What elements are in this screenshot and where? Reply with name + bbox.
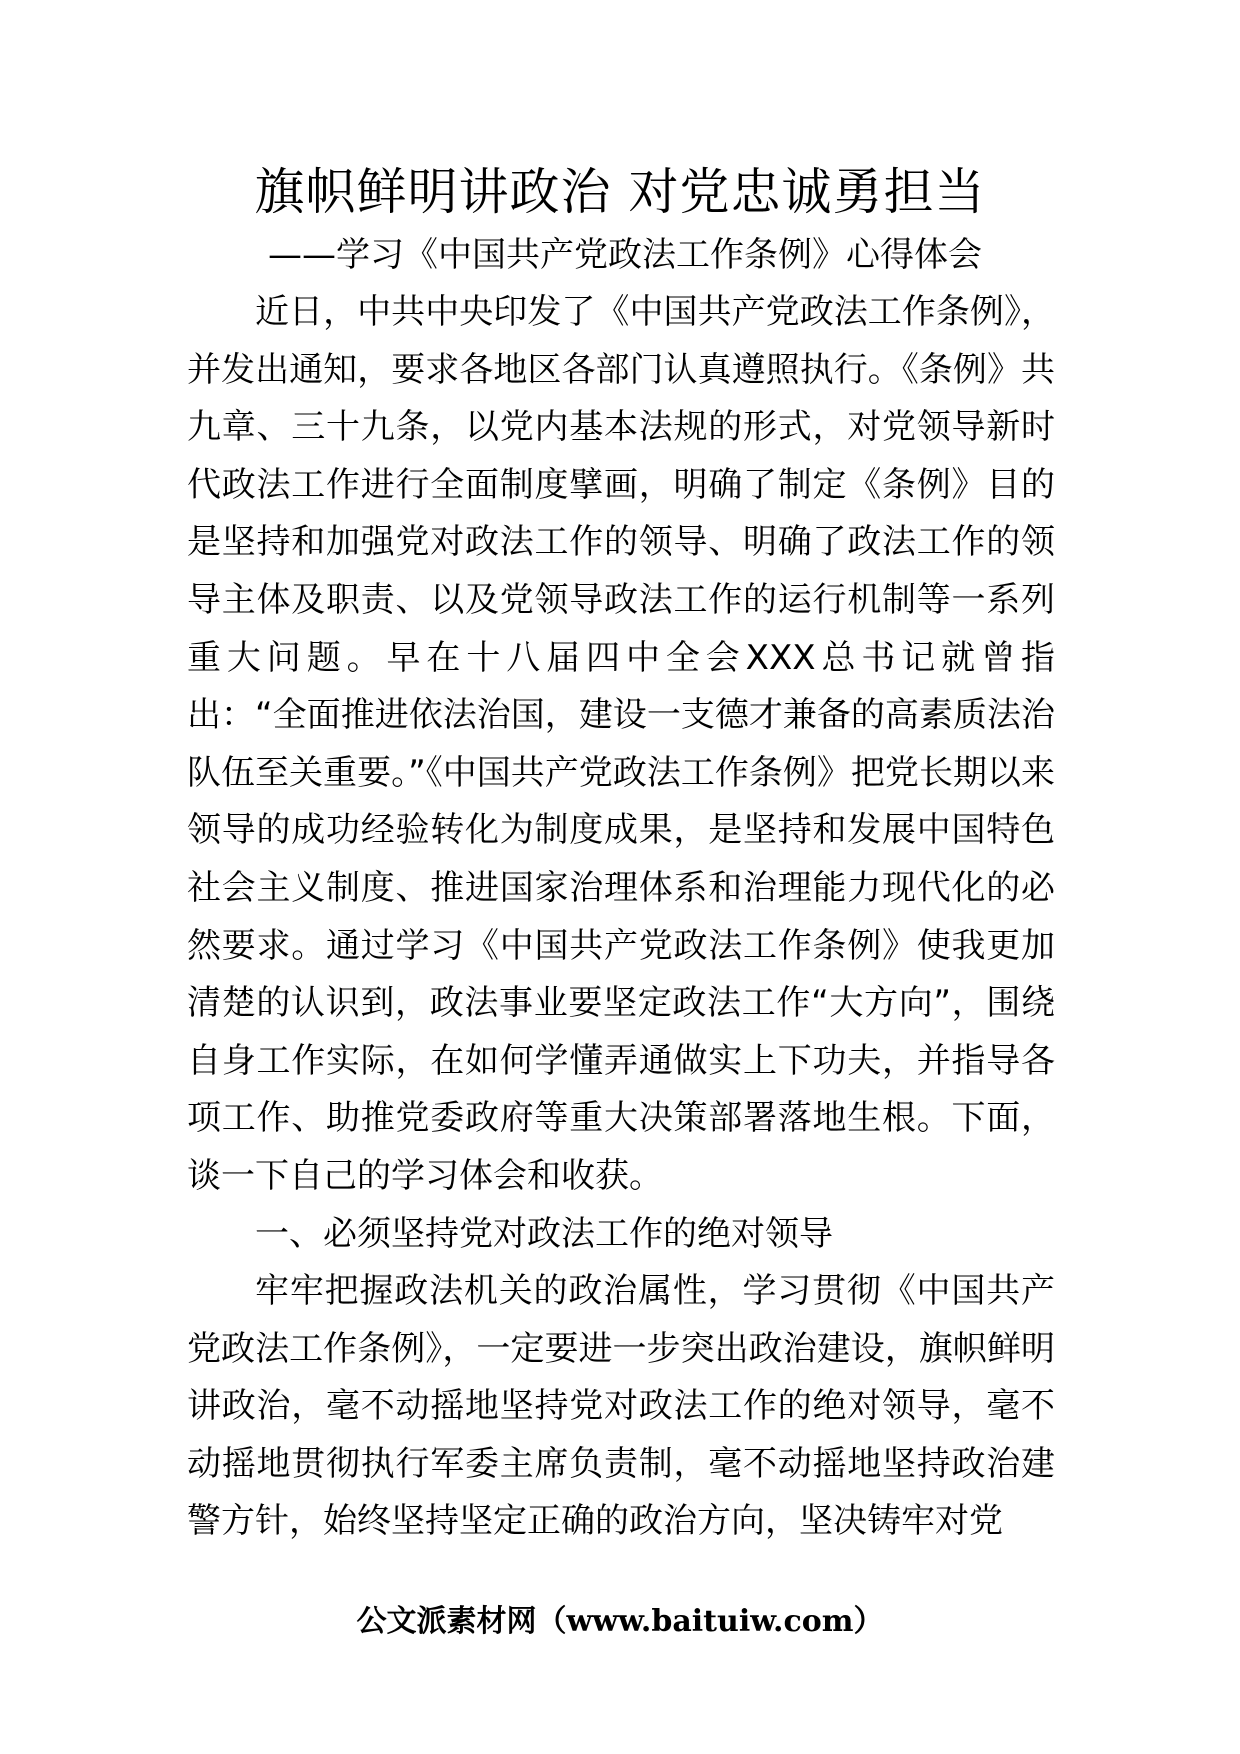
paragraph-section-1: 牢牢把握政法机关的政治属性，学习贯彻《中国共产党政法工作条例》，一定要进一步突出政治建设，旗帜鲜明讲政治，毫不动摇地坚持党对政法工作的绝对领导，毫不动摇地贯彻执行军委主席负责制，毫不动摇地坚持政治建警方针，始终坚持坚定正确的政治方向，坚决铸牢对党 xyxy=(187,1271,1055,1542)
section-heading-1: 一、必须坚持党对政法工作的绝对领导 xyxy=(255,1213,833,1254)
document-title: 旗帜鲜明讲政治 对党忠诚勇担当 xyxy=(254,163,986,221)
document-body xyxy=(187,284,1055,1551)
paragraph-intro: 近日，中共中央印发了《中国共产党政法工作条例》，并发出通知，要求各地区各部门认真遵照执行。《条例》共九章、三十九条，以党内基本法规的形式，对党领导新时代政法工作进行全面制度擘画，明确了制定《条例》目的是坚持和加强党对政法工作的领导、明确了政法工作的领导主体及职责、以及党领导政法工作的运行机制等一系列重大问题。早在十八届四中全会XXX总书记就曾指出：“全面推进依法治国，建设一支德才兼备的高素质法治队伍至关重要。”《中国共产党政法工作条例》把党长期以来领导的成功经验转化为制度成果，是坚持和发展中国特色社会主义制度、推进国家治理体系和治理能力现代化的必然要求。通过学习《中国共产党政法工作条例》使我更加清楚的认识到，政法事业要坚定政法工作“大方向”，围绕自身工作实际，在如何学懂弄通做实上下功夫，并指导各项工作、助推党委政府等重大决策部署落地生根。下面，谈一下自己的学习体会和收获。 xyxy=(187,292,1055,1196)
document-subtitle: ——学习《中国共产党政法工作条例》心得体会 xyxy=(268,235,982,275)
footer-source: 公文派素材网（www.baituiw.com） xyxy=(356,1604,884,1639)
